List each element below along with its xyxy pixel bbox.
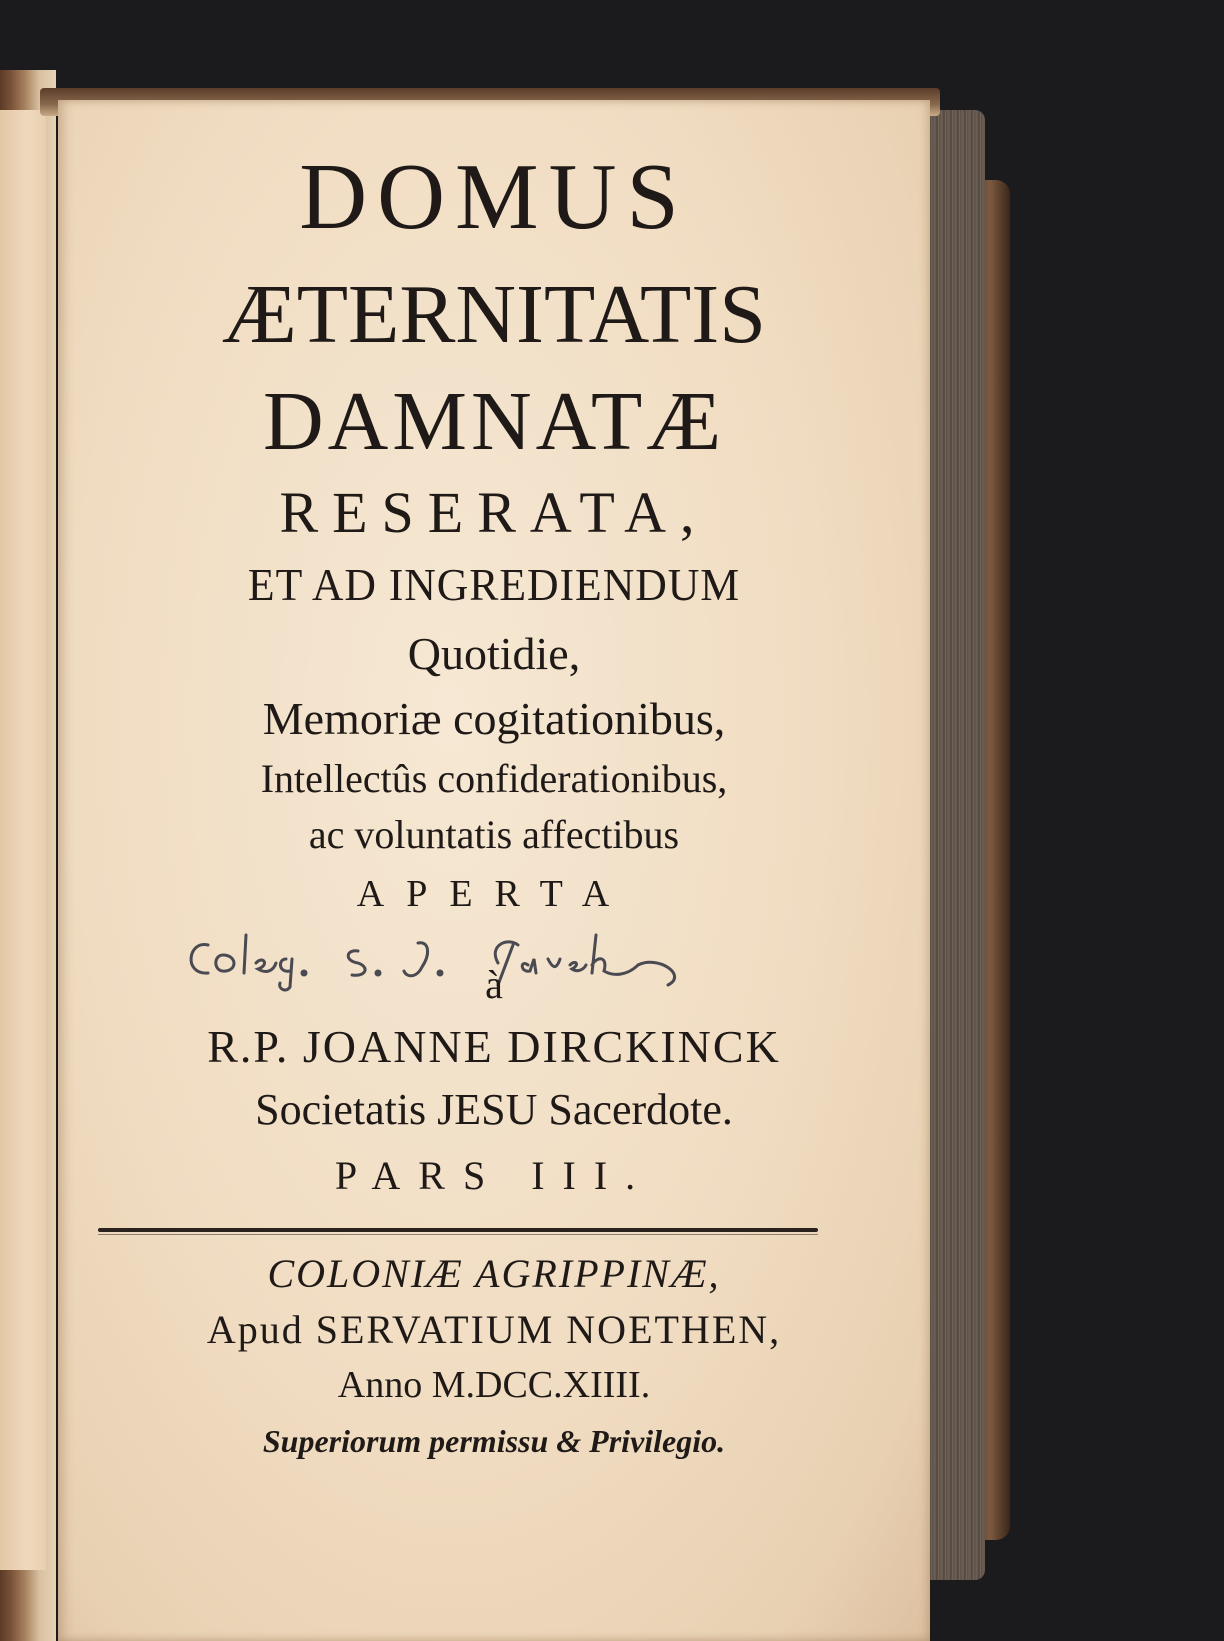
imprint-privilege-line: Superiorum permissu & Privilegio.: [262, 1423, 726, 1459]
title-line-damnatae: DAMNATÆ: [262, 375, 726, 468]
subtitle-line-5: ac voluntatis affectibus: [308, 812, 680, 857]
imprint-place-line: COLONIÆ AGRIPPINÆ,: [267, 1251, 721, 1296]
horizontal-rule-thin: [98, 1234, 818, 1235]
subtitle-line-4: Intellectûs confiderationibus,: [260, 756, 728, 801]
subtitle-line-1: ET AD INGREDIENDUM: [247, 559, 741, 610]
title-line-aeternitatis: ÆTERNITATIS: [222, 268, 766, 361]
aperta-line: APERTA: [356, 873, 632, 915]
page-block-edge: [925, 110, 985, 1580]
part-line: PARS III.: [334, 1153, 654, 1198]
author-title-line: Societatis JESU Sacerdote.: [255, 1085, 733, 1134]
title-line-reserata: RESERATA,: [279, 480, 709, 545]
imprint-year-line: Anno M.DCC.XIIII.: [337, 1364, 651, 1406]
title-page: [58, 100, 930, 1641]
author-line: R.P. JOANNE DIRCKINCK: [207, 1021, 781, 1072]
title-line-domus: DOMUS: [299, 145, 689, 249]
preposition-line: à: [485, 962, 503, 1007]
left-page-edge: [0, 110, 46, 1570]
subtitle-line-3: Memoriæ cogitationibus,: [262, 693, 726, 744]
horizontal-rule: [98, 1228, 818, 1232]
subtitle-line-2: Quotidie,: [407, 628, 581, 679]
imprint-printer-line: Apud SERVATIUM NOETHEN,: [206, 1307, 782, 1352]
